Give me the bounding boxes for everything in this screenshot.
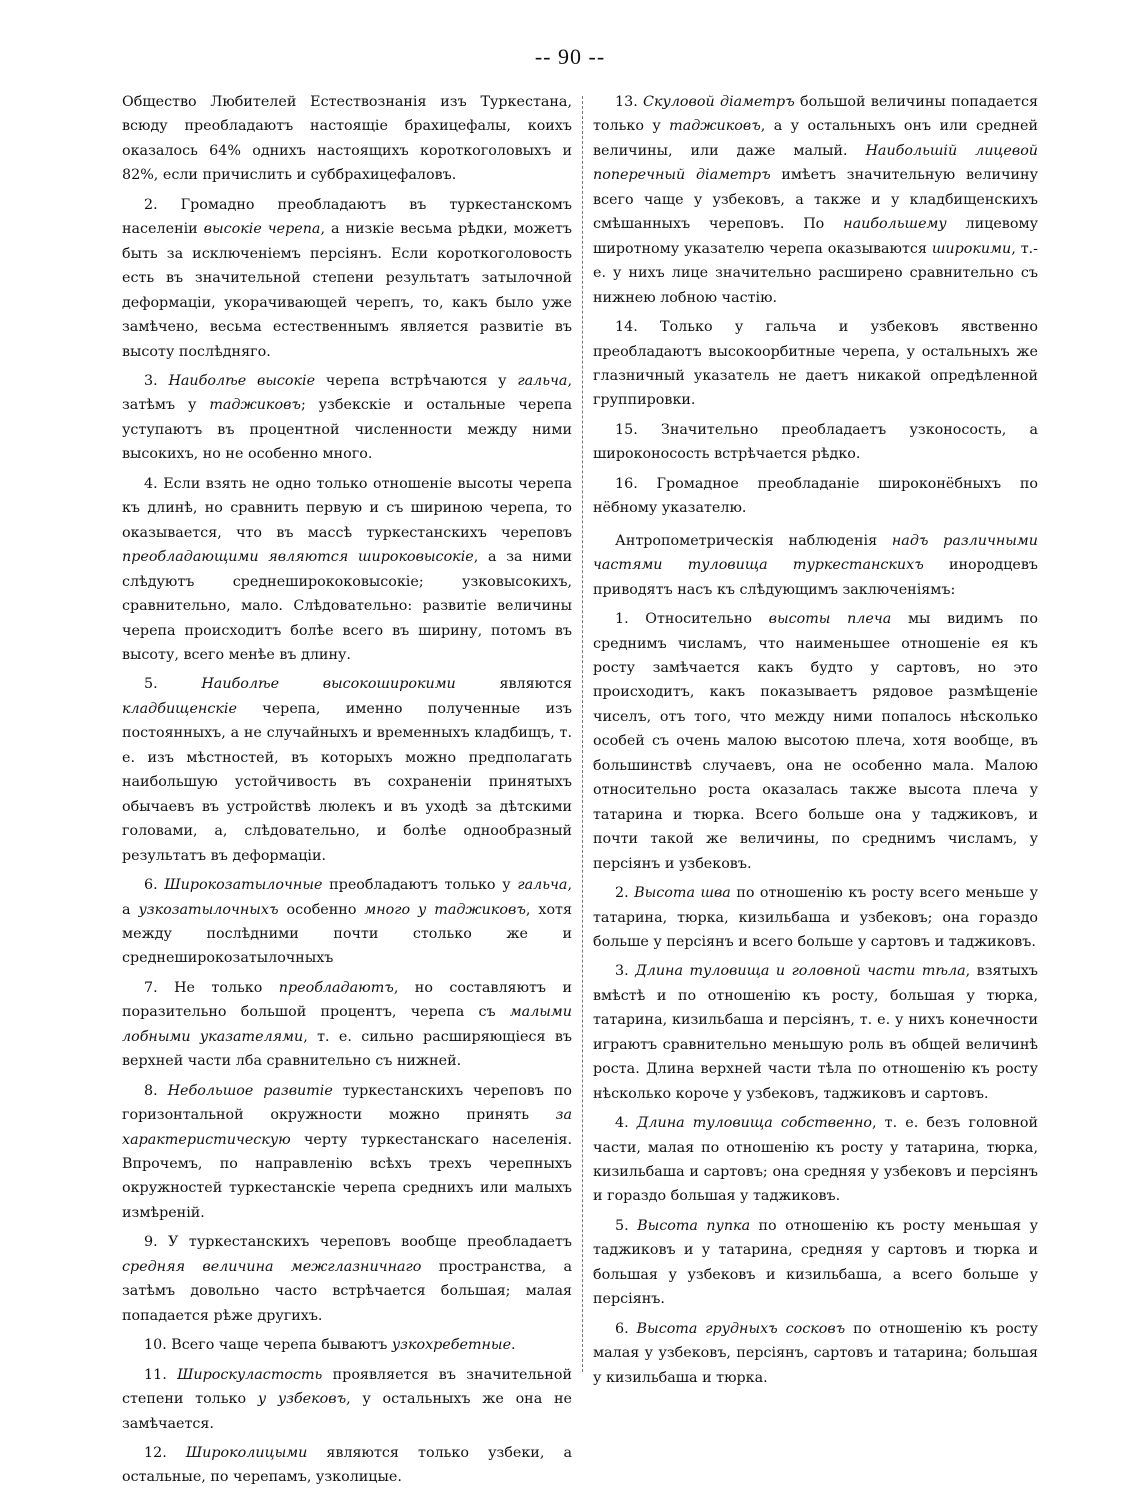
text-run: 11. (144, 1366, 178, 1383)
text-run: 13. (615, 94, 644, 110)
paragraph (593, 881, 1038, 954)
paragraph (593, 472, 1038, 521)
italic-text: надъ различными частями туловища туркестанскихъ (593, 532, 1038, 574)
italic-text: кладбищенскіе (122, 700, 237, 717)
text-run: черепа встрѣчаются у (315, 372, 518, 389)
text-run: инородцевъ приводятъ насъ къ слѣдующимъ заключеніямъ: (593, 557, 1039, 598)
paragraph (122, 90, 572, 188)
text-run: , а (122, 877, 572, 918)
paragraph (593, 1317, 1038, 1390)
paragraph (122, 873, 572, 971)
text-run: , затѣмъ у (122, 372, 572, 414)
italic-text: Скуловой діаметръ (643, 94, 795, 110)
text-run: 10. Всего чаще черепа бываютъ (144, 1337, 392, 1354)
italic-text: Небольшое развитіе (167, 1082, 333, 1099)
text-run: , хотя между послѣдними почти столько же и среднеширокозатылочныхъ (122, 901, 572, 967)
text-run: Антропометрическія наблюденія (615, 532, 892, 549)
column-divider (582, 96, 583, 1372)
italic-text: гальча (517, 877, 568, 894)
italic-text: преобладающими являются широковысокіе (122, 549, 474, 566)
text-run: по отношенію къ росту малая у узбековъ, персіянъ, сартовъ и татарина; большая у кизильбаша и тюрка. (593, 1320, 1039, 1386)
text-run: , т. е. сильно расширяющіеся въ верхней части лба сравнительно съ нижней. (122, 1028, 572, 1070)
paragraph (122, 976, 572, 1074)
text-run: 3. (144, 372, 169, 389)
italic-text: Наиболѣе высокоширокими (201, 676, 456, 693)
text-run: , у остальныхъ же она не замѣчается. (122, 1391, 572, 1432)
paragraph (122, 193, 572, 364)
text-run: туркестанскихъ череповъ по горизонтальной окружности можно принять (122, 1082, 573, 1124)
italic-text: Наибольшій лицевой поперечный діаметръ (593, 142, 1039, 184)
text-run: черепа, именно полученные изъ постоянныхъ, а не случайныхъ и временныхъ кладбищъ, т. е. изъ мѣстностей, въ которыхъ можно предполагать наибольшую устойчивость въ сохраненіи принятыхъ обычаевъ въ устройствѣ люлекъ и въ уходѣ за дѣтскими головами, а, слѣдовательно, и болѣе однообразный результатъ въ деформаціи. (122, 700, 572, 864)
right-text-column (593, 90, 1038, 1395)
text-run: , взятыхъ вмѣстѣ и по отношенію къ росту, большая у тюрка, татарина, кизильбаша и персіянъ, т. е. у нихъ конечности играютъ сравнительно меньшую роль въ общей величинѣ роста. Длина верхней части тѣла по отношенію къ росту нѣсколько короче у узбековъ, таджиковъ и сартовъ. (593, 963, 1038, 1102)
page-number: -- 90 -- (534, 44, 606, 69)
text-run: являются только узбеки, а остальные, по черепамъ, узколицые. (122, 1445, 572, 1486)
paragraph (122, 1333, 572, 1357)
text-run: 1. Относительно (615, 611, 769, 628)
italic-text: таджиковъ (209, 397, 301, 414)
text-run: , т. е. безъ головной части, малая по отношенію къ росту у татарина, тюрка, кизильбаша и сартовъ; она средняя у узбековъ и персіянъ и гораздо большая у таджиковъ. (593, 1115, 1038, 1205)
italic-text: высоты плеча (768, 611, 892, 628)
text-run: , а низкіе весьма рѣдки, можетъ быть за исключеніемъ персіянъ. Если короткоголовость есть въ значительной степени результатъ затылочной деформаціи, укорачивающей черепъ, то, какъ было уже замѣчено, весьма естественнымъ является развитіе въ высоту послѣдняго. (122, 221, 572, 360)
text-run: , а за ними слѣдуютъ среднеширококовысокіе; узковысокихъ, сравнительно, мало. Слѣдовательно: развитіе величины черепа происходитъ болѣе всего въ ширину, потомъ въ высоту, всего менѣе въ длину. (122, 549, 572, 663)
paragraph (593, 315, 1038, 413)
text-run: ; узбекскіе и остальные черепа уступаютъ въ процентной численности между ними высокихъ, но не особенно много. (122, 397, 573, 463)
paragraph (122, 1441, 572, 1490)
text-run: большой величины попадается только у (593, 94, 1038, 135)
italic-text: средняя величина межглазничнаго (122, 1258, 422, 1275)
paragraph (122, 1363, 572, 1436)
text-run: 9. У туркестанскихъ череповъ вообще преобладаетъ (144, 1234, 572, 1251)
italic-text: Широскуластость (177, 1366, 323, 1383)
italic-text: Высота грудныхъ сосковъ (636, 1320, 846, 1337)
text-run: 5. (615, 1217, 638, 1234)
paragraph (593, 1214, 1038, 1312)
text-run: являются (455, 676, 572, 693)
italic-text: наибольшему (843, 216, 947, 233)
text-run: , т.-е. у нихъ лице значительно расширено сравнительно съ нижнею лобною частію. (593, 240, 1038, 306)
text-run: мы видимъ по среднимъ числамъ, что наименьшее отношеніе ея къ росту замѣчается какъ будто у сартовъ, но это происходитъ, какъ показываетъ рядовое размѣщеніе чиселъ, отъ того, что между ними попалось нѣсколько особей съ очень малою высотою плеча, хотя вообще, въ большинствѣ случаевъ, она не особенно мала. Малою относительно роста оказалась также высота плеча у татарина и тюрка. Всего больше она у таджиковъ, и почти такой же величины, по среднимъ числамъ, у персіянъ и узбековъ. (593, 611, 1039, 872)
italic-text: узкохребетные (391, 1337, 512, 1354)
text-run: 12. (144, 1445, 186, 1462)
text-run: 3. (615, 963, 636, 980)
text-run: 2. (615, 885, 635, 902)
text-run: 8. (144, 1082, 168, 1099)
italic-text: преобладаютъ (278, 979, 394, 996)
text-run: проявляется въ значительной степени только (122, 1366, 572, 1408)
text-run: 15. Значительно преобладаетъ узконосость, а широконосость встрѣчается рѣдко. (593, 421, 1038, 463)
paragraph (593, 529, 1038, 602)
paragraph (593, 418, 1038, 467)
italic-text: высокіе черепа (203, 221, 321, 238)
italic-text: малыми лобными указателями (122, 1004, 572, 1045)
italic-text: Длина туловища и головной части тѣла (635, 963, 966, 980)
text-run: 14. Только у гальча и узбековъ явственно преобладаютъ высокоорбитные черепа, у остальныхъ же глазничный указатель не даетъ никакой опредѣленной группировки. (593, 319, 1038, 409)
paragraph (122, 672, 572, 868)
italic-text: за характеристическую (122, 1107, 572, 1148)
text-run: по отношенію къ росту всего меньше у татарина, тюрка, кизильбаша и узбековъ; она гораздо больше у персіянъ и всего больше у сартовъ и таджиковъ. (593, 885, 1039, 950)
paragraph (122, 369, 572, 467)
text-run: 16. Громадное преобладаніе широконёбныхъ по нёбному указателю. (593, 475, 1038, 517)
italic-text: Высота шва (634, 885, 731, 902)
text-run: 4. Если взять не одно только отношеніе высоты черепа къ длинѣ, но сравнить первую и съ шириною черепа, то оказывается, что въ массѣ туркестанскихъ череповъ (122, 475, 572, 541)
text-run: преобладаютъ только у (322, 877, 518, 894)
paragraph (593, 90, 1038, 310)
text-run: Общество Любителей Естествознанія изъ Туркестана, всюду преобладаютъ настоящіе брахицефалы, коихъ оказалось 64% однихъ настоящихъ короткоголовыхъ и 82%, если причислить и суббрахицефаловъ. (122, 94, 572, 184)
text-run: 6. (144, 877, 165, 894)
left-text-column (122, 90, 572, 1495)
text-run: 2. Громадно преобладаютъ въ туркестанскомъ населеніи (122, 196, 572, 238)
italic-text: Наиболѣе высокіе (168, 372, 316, 389)
paragraph (593, 607, 1038, 876)
italic-text: Длина туловища собственно (636, 1115, 872, 1132)
text-run: имѣетъ значительную величину всего чаще у узбековъ, а также и у кладбищенскихъ смѣшанныхъ череповъ. По (593, 167, 1038, 233)
text-run: , а у остальныхъ онъ или средней величины, или даже малый. (593, 118, 1038, 159)
italic-text: широкими (931, 240, 1012, 257)
italic-text: Широкозатылочные (164, 877, 323, 894)
text-run: . (511, 1337, 516, 1354)
italic-text: много у таджиковъ (364, 901, 526, 918)
paragraph (593, 1111, 1038, 1209)
paragraph (593, 959, 1038, 1106)
italic-text: Широколицыми (185, 1445, 308, 1462)
text-run: 5. (144, 676, 202, 693)
paragraph (122, 1079, 572, 1226)
paragraph (122, 1230, 572, 1328)
paragraph (122, 472, 572, 668)
italic-text: таджиковъ (669, 118, 761, 135)
text-run: особенно (278, 901, 365, 918)
text-run: 7. Не только (144, 979, 279, 996)
text-run: по отношенію къ росту меньшая у таджиковъ и у татарина, средняя у сартовъ и тюрка и большая у узбековъ и кизильбаша, а всего больше у персіянъ. (593, 1217, 1038, 1308)
text-run: , но составляютъ и поразительно большой процентъ, черепа съ (122, 979, 572, 1021)
text-run: лицевому широтному указателю черепа оказываются (593, 216, 1038, 257)
text-run: 4. (615, 1115, 637, 1132)
italic-text: узкозатылочныхъ (138, 901, 279, 918)
text-run: пространства, а затѣмъ довольно часто встрѣчается большая; малая попадается рѣже другихъ. (122, 1258, 573, 1324)
italic-text: Высота пупка (637, 1217, 751, 1234)
italic-text: у узбековъ (257, 1391, 347, 1408)
text-run: черту туркестанскаго населенія. Впрочемъ, по направленію всѣхъ трехъ черепныхъ окружностей туркестанскіе черепа среднихъ или малыхъ измѣреній. (122, 1131, 572, 1221)
italic-text: гальча (517, 372, 568, 389)
text-run: 6. (615, 1320, 637, 1337)
